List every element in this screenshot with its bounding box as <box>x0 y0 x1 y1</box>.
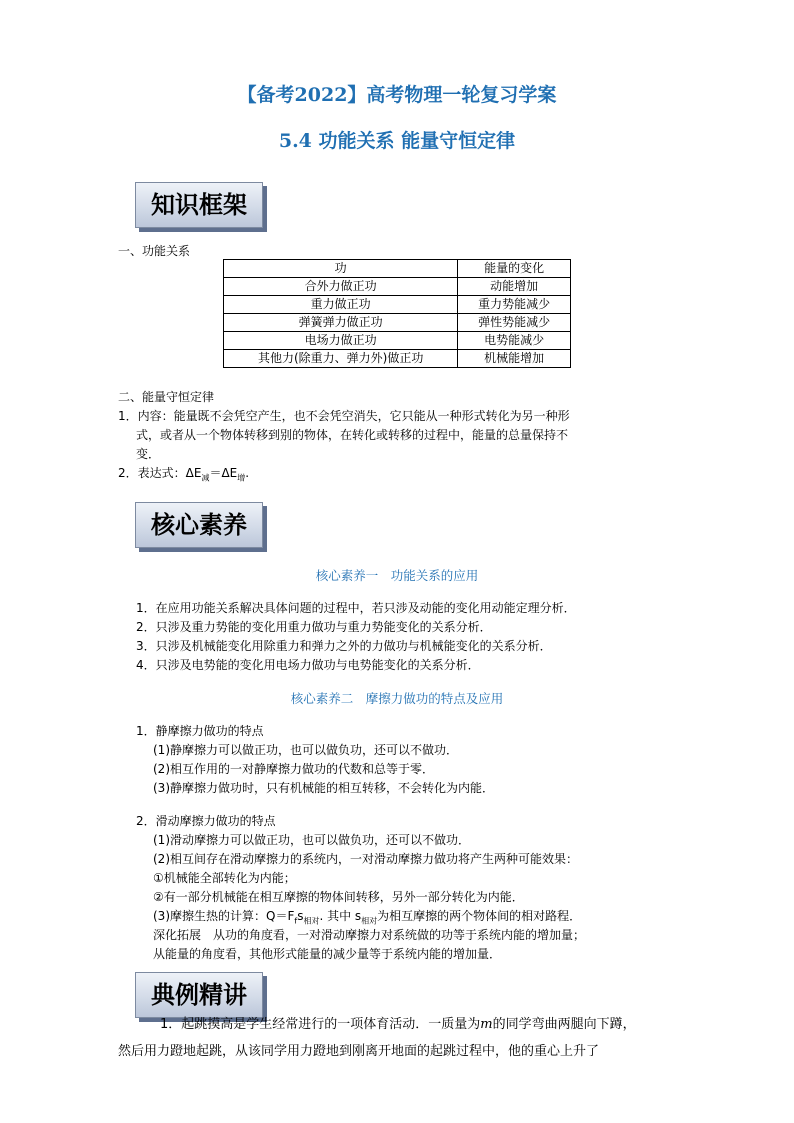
sliding-friction-item: ②有一部分机械能在相互摩擦的物体间转移，另外一部分转化为内能． <box>153 890 524 904</box>
table-header-row <box>224 260 571 278</box>
static-friction-item: (3)静摩擦力做功时，只有机械能的相互转移，不会转化为内能． <box>153 781 495 795</box>
table-cell: 电场力做正功 <box>224 332 458 350</box>
examples-banner: 典例精讲 <box>135 972 263 1018</box>
extension-line1: 深化拓展 从功的角度看，一对滑动摩擦力对系统做的功等于系统内能的增加量； <box>153 928 586 942</box>
static-friction-heading: 1．静摩擦力做功的特点 <box>136 724 264 738</box>
table-cell: 重力做正功 <box>224 296 458 314</box>
table-cell: 重力势能减少 <box>458 296 571 314</box>
table-row <box>224 278 571 296</box>
table-cell: 其他力(除重力、弹力外)做正功 <box>224 350 458 368</box>
table-header-work: 功 <box>224 260 458 278</box>
core2-title: 核心素养二 摩擦力做功的特点及应用 <box>290 691 504 706</box>
table-cell: 电势能减少 <box>458 332 571 350</box>
core1-item: 4．只涉及电势能的变化用电场力做功与电势能变化的关系分析． <box>136 658 480 672</box>
work-energy-table <box>223 259 571 368</box>
table-cell: 合外力做正功 <box>224 278 458 296</box>
energy-content-line2: 式，或者从一个物体转移到别的物体，在转化或转移的过程中，能量的总量保持不 <box>136 428 569 442</box>
static-friction-item: (2)相互作用的一对静摩擦力做功的代数和总等于零． <box>153 762 435 776</box>
table-row <box>224 350 571 368</box>
sliding-friction-item: ①机械能全部转化为内能； <box>153 871 296 885</box>
core1-item: 1．在应用功能关系解决具体问题的过程中，若只涉及动能的变化用动能定理分析． <box>136 601 576 615</box>
sliding-friction-item: (1)滑动摩擦力可以做正功，也可以做负功，还可以不做功． <box>153 833 471 847</box>
energy-content-line1: 1．内容：能量既不会凭空产生，也不会凭空消失，它只能从一种形式转化为另一种形 <box>118 409 570 423</box>
extension-line2: 从能量的角度看，其他形式能量的减少量等于系统内能的增加量． <box>153 947 502 961</box>
energy-content-line3: 变． <box>136 447 161 461</box>
table-cell: 弹性势能减少 <box>458 314 571 332</box>
table-cell: 动能增加 <box>458 278 571 296</box>
core1-item: 3．只涉及机械能变化用除重力和弹力之外的力做功与机械能变化的关系分析． <box>136 639 552 653</box>
table-cell: 机械能增加 <box>458 350 571 368</box>
table-row <box>224 314 571 332</box>
part1-heading: 一、功能关系 <box>118 244 191 258</box>
core1-title: 核心素养一 功能关系的应用 <box>315 568 479 583</box>
table-row <box>224 296 571 314</box>
section-title: 5.4 功能关系 能量守恒定律 <box>278 130 516 152</box>
core1-item: 2．只涉及重力势能的变化用重力做功与重力势能变化的关系分析． <box>136 620 492 634</box>
core-literacy-banner: 核心素养 <box>135 502 263 548</box>
table-cell: 弹簧弹力做正功 <box>224 314 458 332</box>
table-row <box>224 332 571 350</box>
part2-heading: 二、能量守恒定律 <box>118 390 215 404</box>
sliding-friction-item: (2)相互间存在滑动摩擦力的系统内，一对滑动摩擦力做功将产生两种可能效果： <box>153 852 579 866</box>
energy-expression: 2．表达式：$\Delta E_减=\Delta E_增$. <box>118 466 250 483</box>
sliding-friction-heading: 2．滑动摩擦力做功的特点 <box>136 814 276 828</box>
knowledge-framework-banner: 知识框架 <box>135 182 263 228</box>
static-friction-item: (1)静摩擦力可以做正功，也可以做负功，还可以不做功． <box>153 743 459 757</box>
example1-line2: 然后用力蹬地起跳，从该同学用力蹬地到刚离开地面的起跳过程中，他的重心上升了 <box>118 1044 600 1059</box>
example1-line1: 1．起跳摸高是学生经常进行的一项体育活动．一质量为m的同学弯曲两腿向下蹲， <box>160 1017 636 1032</box>
document-title: 【备考2022】高考物理一轮复习学案 <box>237 84 557 106</box>
table-header-energy-change: 能量的变化 <box>458 260 571 278</box>
friction-heat-formula: (3)摩擦生热的计算：$Q=F_fs_{相对}$. 其中 $s_{相对}$为相互摩擦的两个物体间的相对路程． <box>153 909 582 926</box>
